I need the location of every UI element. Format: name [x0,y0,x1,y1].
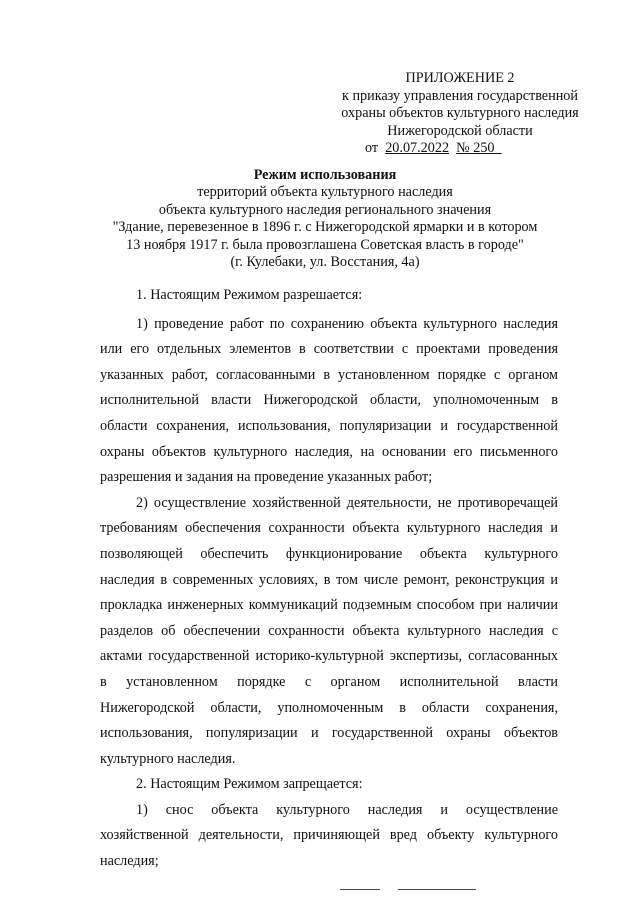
paragraph-1: 1. Настоящим Режимом разрешается: [136,287,363,303]
paragraph-2: 1) проведение работ по сохранению объекта культурного наследия или его отдельных элементов в соответствии с проектами проведения указанных работ, согласованными в установленном порядке с органом исполнительной власти Нижегородской области, уполномоченным в области сохранения, использования, популяризации и государственной охраны объектов культурного наследия, на основании его письменного разрешения и задания на проведение указанных работ; [100,315,558,486]
title-line-5: (г. Кулебаки, ул. Восстания, 4а) [230,254,420,271]
title-line-2: объекта культурного наследия регионального значения [158,201,492,218]
appendix-title: ПРИЛОЖЕНИЕ 2 [405,70,515,86]
number-sign: № [456,140,470,157]
paragraph-3: 2) осуществление хозяйственной деятельности, не противоречащей требованиям обеспечения сохранности объекта культурного наследия и позволяющей обеспечить функционирование объекта культурного наследия в современных условиях, в том числе ремонт, реконструкция и прокладка инженерных коммуникаций подземным способом при наличии разделов об обеспечении сохранности объекта культурного наследия с актами государственной историко-культурной экспертизы, согласованных в установленном порядке с органом исполнительной власти Нижегородской области, уполномоченным в области сохранения, использования, популяризации и государственной охраны объектов культурного наследия. [100,494,558,767]
page-footer-rule-left [340,889,380,890]
order-date: 20.07.2022 [385,140,450,157]
paragraph-4: 2. Настоящим Режимом запрещается: [136,776,363,793]
document-body [100,283,558,875]
title-line-1: территорий объекта культурного наследия [197,184,453,201]
document-title-block [90,167,560,271]
appendix-line-2: охраны объектов культурного наследия [341,105,579,122]
title-line-3: "Здание, перевезенное в 1896 г. с Нижегородской ярмарки и в котором [112,219,538,236]
appendix-line-1: к приказу управления государственной [342,87,578,104]
page-footer-rule-right [398,889,476,890]
title-line-4: 13 ноября 1917 г. была провозглашена Советская власть в городе" [126,236,524,253]
appendix-line-3: Нижегородской области [387,122,533,139]
appendix-header [330,70,590,158]
paragraph-5: 1) снос объекта культурного наследия и осуществление хозяйственной деятельности, причиняющей вред объекту культурного наследия; [100,801,558,870]
document-title: Режим использования [253,167,397,183]
appendix-date-line [330,140,590,158]
date-prefix: от [365,140,379,157]
order-number: 250 [473,140,495,157]
